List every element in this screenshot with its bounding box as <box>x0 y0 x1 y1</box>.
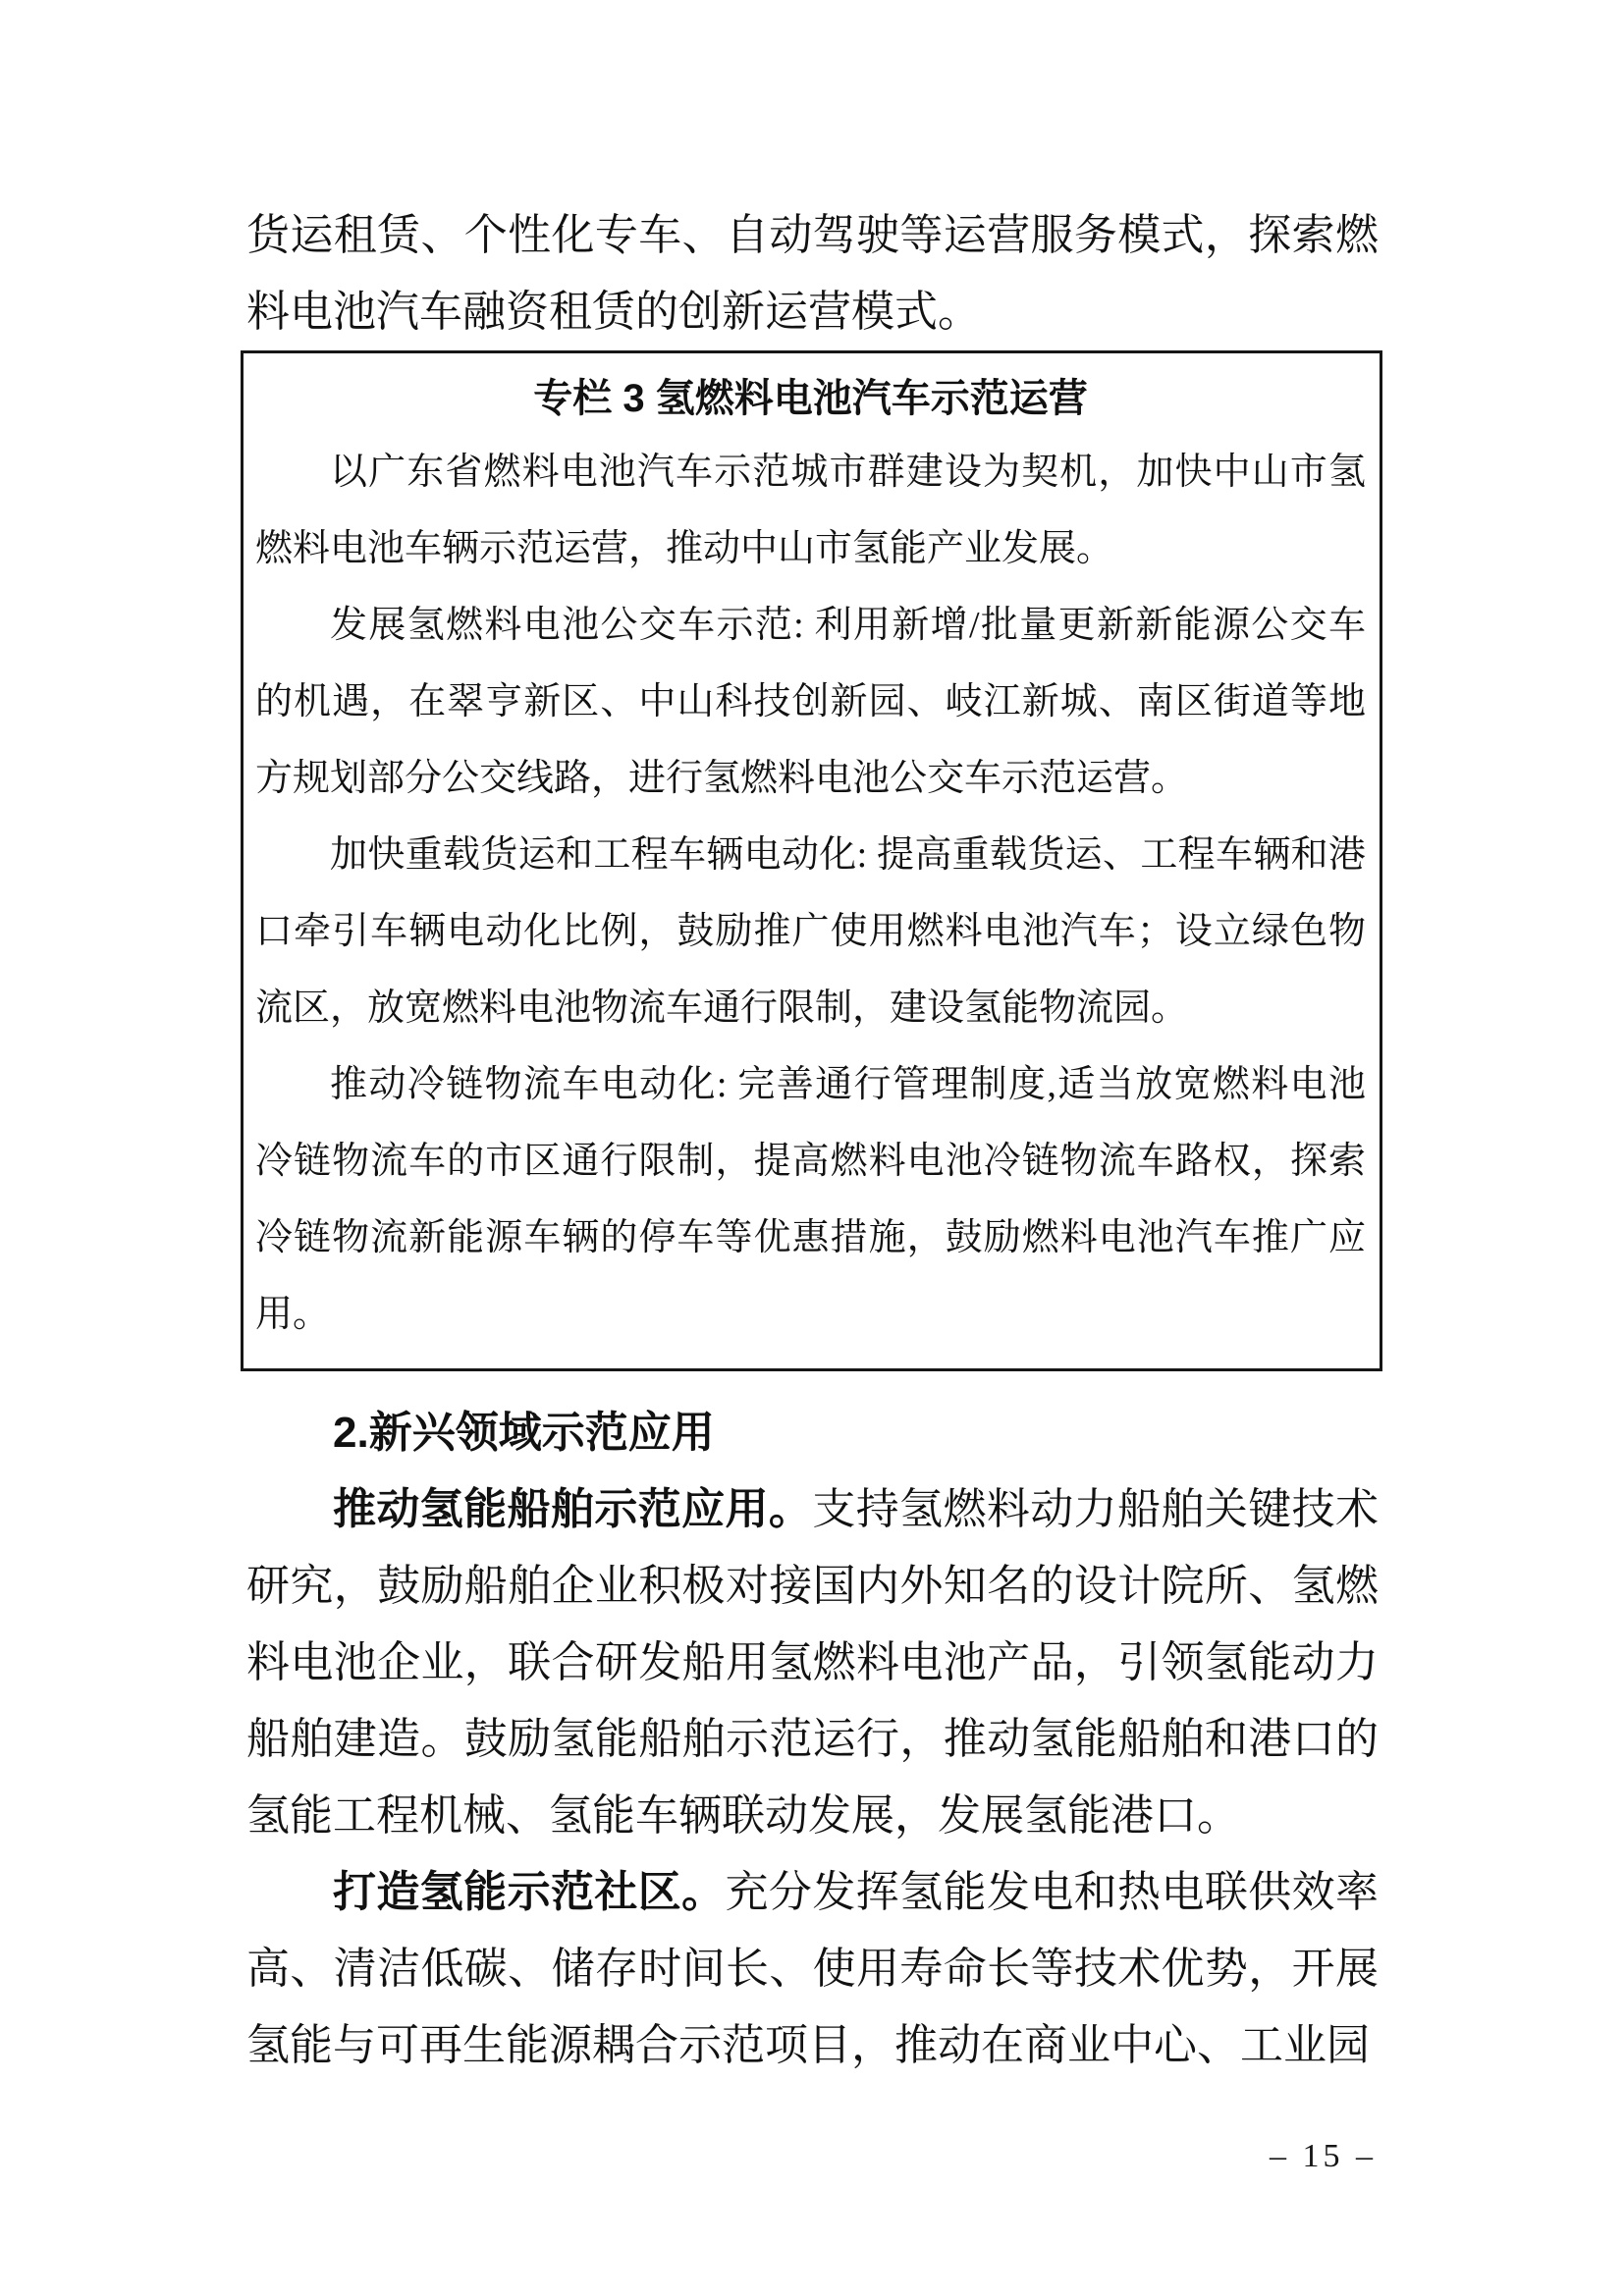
text-column <box>246 0 1379 2084</box>
paragraph-text: 支持氢燃料动力船舶关键技术研究，鼓励船舶企业积极对接国内外知名的设计院所、氢燃料电池企业，联合研发船用氢燃料电池产品，引领氢能动力船舶建造。鼓励氢能船舶示范运行，推动氢能船舶和港口的氢能工程机械、氢能车辆联动发展，发展氢能港口。 <box>246 1485 1380 1840</box>
body-paragraph <box>246 1471 1379 1854</box>
box-title: 专栏 3 氢燃料电池汽车示范运营 <box>533 377 1088 420</box>
box-paragraph: 加快重载货运和工程车辆电动化: 提高重载货运、工程车辆和港口牵引车辆电动化比例，鼓励推广使用燃料电池汽车；设立绿色物流区，放宽燃料电池物流车通行限制，建设氢能物流园。 <box>255 834 1366 1029</box>
highlight-box <box>241 350 1382 1371</box>
box-paragraph: 发展氢燃料电池公交车示范: 利用新增/批量更新新能源公交车的机遇，在翠亨新区、中山科技创新园、岐江新城、南区街道等地方规划部分公交线路，进行氢燃料电池公交车示范运营。 <box>255 605 1366 799</box>
paragraph-lead: 打造氢能示范社区。 <box>333 1868 726 1916</box>
box-paragraph: 以广东省燃料电池汽车示范城市群建设为契机，加快中山市氢燃料电池车辆示范运营，推动中山市氢能产业发展。 <box>255 452 1366 569</box>
page-number: – 15 – <box>1270 2138 1377 2174</box>
box-paragraph: 推动冷链物流车电动化: 完善通行管理制度,适当放宽燃料电池冷链物流车的市区通行限制，提高燃料电池冷链物流车路权，探索冷链物流新能源车辆的停车等优惠措施，鼓励燃料电池汽车推广应用。 <box>255 1064 1366 1335</box>
paragraph-text: 充分发挥氢能发电和热电联供效率高、清洁低碳、储存时间长、使用寿命长等技术优势，开展氢能与可再生能源耦合示范项目，推动在商业中心、工业园 <box>246 1868 1380 2069</box>
intro-paragraph: 货运租赁、个性化专车、自动驾驶等运营服务模式，探索燃料电池汽车融资租赁的创新运营模式。 <box>246 211 1379 336</box>
paragraph-lead: 推动氢能船舶示范应用。 <box>333 1485 813 1533</box>
body-paragraph <box>246 1854 1379 2084</box>
section-heading: 2.新兴领域示范应用 <box>333 1409 715 1457</box>
